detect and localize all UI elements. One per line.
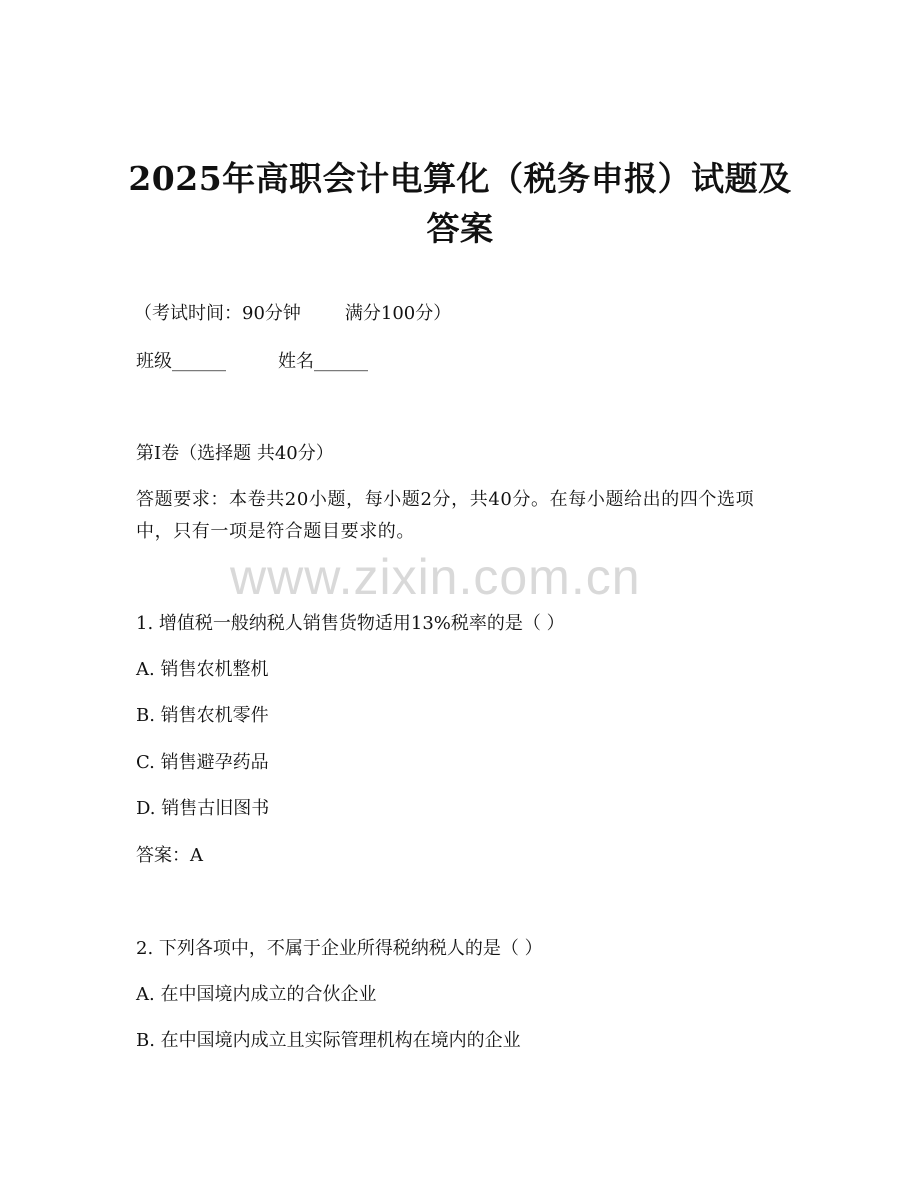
exam-time: （考试时间：90分钟: [134, 303, 301, 324]
question-2-option-b: B. 在中国境内成立且实际管理机构在境内的企业: [136, 1030, 521, 1051]
question-1-option-a: A. 销售农机整机: [136, 659, 269, 680]
full-score: 满分100分）: [344, 303, 452, 324]
student-info: [136, 349, 368, 375]
question-2-option-a: A. 在中国境内成立的合伙企业: [136, 984, 377, 1005]
watermark: www.zixin.com.cn: [230, 549, 641, 605]
question-1-stem: 1. 增值税一般纳税人销售货物适用13%税率的是（ ）: [136, 613, 565, 634]
question-1-option-d: D. 销售古旧图书: [136, 798, 270, 819]
exam-info: [134, 301, 451, 327]
question-1-option-c: C. 销售避孕药品: [136, 752, 269, 773]
document-title-line-1: 2025年高职会计电算化（税务申报）试题及: [128, 159, 792, 198]
section-heading: 第I卷（选择题 共40分）: [136, 443, 334, 464]
document-title-line-2: 答案: [426, 209, 494, 248]
instructions: 答题要求：本卷共20小题，每小题2分，共40分。在每小题给出的四个选项中，只有一项是符合题目要求的。: [136, 489, 755, 542]
question-1-option-b: B. 销售农机零件: [136, 705, 269, 726]
name-field: 姓名______: [278, 351, 368, 372]
question-2-stem: 2. 下列各项中，不属于企业所得税纳税人的是（ ）: [136, 938, 543, 959]
class-field: 班级______: [136, 351, 226, 372]
question-1-answer: 答案：A: [136, 845, 203, 866]
